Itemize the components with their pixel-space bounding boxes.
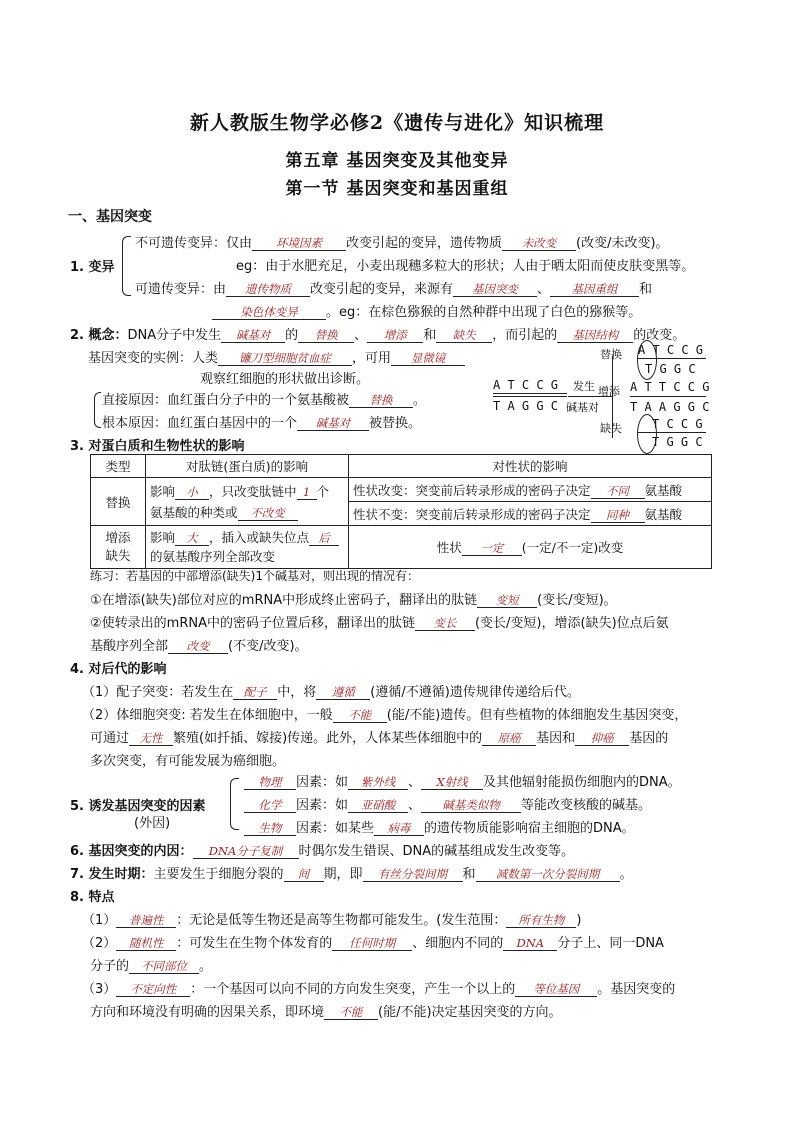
practice-2: ②使转录出的mRNA中的密码子位置后移，翻译出的肽链 变长 (变长/变短)，增添(缺失)位点后氨: [90, 616, 669, 631]
practice-1: ①在增添(缺失)部位对应的mRNA中形成终止密码子，翻译出的肽链 变短 (变长/变短)。: [90, 593, 617, 608]
factor-chemical: 化学 因素：如 亚硝酸 、 碱基类似物 等能改变核酸的碱基。: [244, 794, 651, 813]
effects-table: [90, 454, 712, 569]
factors-label: 5. 诱发基因突变的因素: [70, 799, 206, 814]
concept-example: 基因突变的实例：人类 镰刀型细胞贫血症 ，可用 显微镜: [88, 347, 465, 366]
internal-cause: 6. 基因突变的内因： DNA分子复制 时偶尔发生错误、DNA的碱基组成发生改变等。: [70, 844, 575, 859]
concept-example-2: 观察红细胞的形状做出诊断。: [200, 372, 370, 387]
branch-label-deletion: 缺失: [600, 422, 622, 435]
variation-line-1: 不可遗传变异：仅由 环境因素 改变引起的变异，遗传物质 未改变 (改变/未改变)。: [135, 236, 669, 251]
variation-line-2: 可遗传变异：由 遗传物质 改变引起的变异，来源有 基因突变 、 基因重组 和: [135, 282, 653, 297]
branch-label-substitution: 替换: [600, 348, 622, 361]
highlight-oval: [637, 340, 657, 380]
root-cause: 根本原因：血红蛋白基因中的一个 碱基对 被替换。: [102, 416, 422, 431]
sub-bottom: T G G C: [645, 362, 696, 376]
ins-top: A T T C C G: [630, 380, 710, 394]
variation-label: 1. 变异: [70, 260, 115, 275]
table-cell: 增添 缺失: [91, 526, 146, 569]
feature-1: （1） 普遍性 ：无论是低等生物还是高等生物都可能发生。(发生范围： 所有生物 ): [82, 913, 582, 928]
del-bottom: T G G C: [652, 435, 703, 449]
feature-3b: 方向和环境没有明确的因果关系，即环境 不能 (能/不能)决定基因突变的方向。: [90, 1005, 562, 1020]
variation-line-3: 染色体变异 。eg：在棕色猕猴的自然种群中出现了白色的猕猴等。: [212, 301, 641, 320]
factors-sub: (外因): [134, 816, 171, 831]
arrow-label-1: 发生: [573, 380, 595, 393]
table-cell: 性状 一定 (一定/不一定)改变: [349, 526, 712, 569]
heading-effects: 3. 对蛋白质和生物性状的影响: [70, 439, 245, 454]
arrow-label-2: 碱基对: [566, 401, 599, 414]
table-header: 对性状的影响: [349, 455, 712, 478]
factor-biological: 生物 因素：如某些 病毒 的遗传物质能影响宿主细胞的DNA。: [244, 817, 635, 836]
offspring-3: 可通过 无性 繁殖(如扦插、嫁接)传递。此外，人体某些体细胞中的 原癌 基因和 抑癌 基因的: [90, 731, 669, 746]
occurrence-time: 7. 发生时期：主要发生于细胞分裂的 间 期，即 有丝分裂间期 和 减数第一次分裂间期 。: [70, 867, 633, 882]
ins-bottom: T A A G G C: [630, 400, 710, 414]
variation-example-1: eg：由于水肥充足，小麦出现穗多粒大的形状；人由于晒太阳而使皮肤变黑等。: [236, 259, 695, 274]
chapter-title: 第五章 基因突变及其他变异: [285, 151, 509, 171]
feature-2b: 分子的 不同部位 。: [90, 959, 213, 974]
strand-line: [630, 396, 706, 397]
variation-brace: [122, 236, 131, 296]
table-cell: 性状改变：突变前后转录形成的密码子决定 不同 氨基酸: [349, 478, 712, 502]
section-title: 第一节 基因突变和基因重组: [285, 179, 509, 199]
table-cell: 影响 小 ，只改变肽链中 1 个 氨基酸的种类或 不改变: [146, 478, 349, 526]
concept-line: 2. 概念：DNA分子中发生 碱基对 的 替换 、 增添 和 缺失 ，而引起的 基因结构 的改变。: [70, 328, 686, 343]
heading-features: 8. 特点: [70, 890, 115, 905]
heading-offspring: 4. 对后代的影响: [70, 662, 167, 677]
offspring-2: （2）体细胞突变: 若发生在体细胞中，一般 不能 (能/不能)遗传。但有些植物的体细胞发生基因突变，: [82, 708, 688, 723]
highlight-oval: [637, 414, 657, 454]
dna-top-strand: A T C C G: [493, 378, 559, 392]
table-cell: 替换: [91, 478, 146, 526]
dna-bottom-strand: T A G G C: [493, 399, 559, 413]
practice-3: 基酸序列全部 改变 (不变/改变)。: [90, 639, 308, 654]
table-header: 类型: [91, 455, 146, 478]
offspring-1: （1）配子突变：若发生在 配子 中，将 遵循 (遵循/不遵循)遗传规律传递给后代。: [82, 685, 580, 700]
table-cell: 性状不变：突变前后转录形成的密码子决定 同种 氨基酸: [349, 502, 712, 526]
strand-line: [493, 393, 567, 394]
branch-label-insertion: 增添: [598, 385, 620, 398]
direct-cause: 直接原因：血红蛋白分子中的一个氨基酸被 替换 。: [102, 393, 427, 408]
factors-brace: [230, 778, 239, 830]
table-header: 对肽链(蛋白质)的影响: [146, 455, 349, 478]
del-top: T C C G: [652, 417, 703, 431]
heading-gene-mutation: 一、基因突变: [68, 209, 152, 225]
cause-brace: [94, 392, 101, 428]
doc-title: 新人教版生物学必修2《遗传与进化》知识梳理: [189, 112, 605, 134]
practice-intro: 练习：若基因的中部增添(缺失)1个碱基对，则出现的情况有：: [90, 569, 420, 583]
table-cell: 影响 大 ，插入或缺失位点 后 的氨基酸序列全部改变: [146, 526, 349, 569]
sub-top: A T C C G: [638, 343, 704, 357]
feature-3: （3） 不定向性 ：一个基因可以向不同的方向发生突变，产生一个以上的 等位基因 。基因突变的: [82, 982, 676, 997]
factor-physical: 物理 因素：如 紫外线 、 X射线 及其他辐射能损伤细胞内的DNA。: [244, 771, 681, 790]
strand-line: [493, 396, 567, 397]
offspring-4: 多次突变，有可能发展为癌细胞。: [90, 754, 286, 769]
feature-2: （2） 随机性 ：可发生在生物个体发育的 任何时期 、细胞内不同的 DNA 分子上、同一DNA: [82, 936, 664, 951]
